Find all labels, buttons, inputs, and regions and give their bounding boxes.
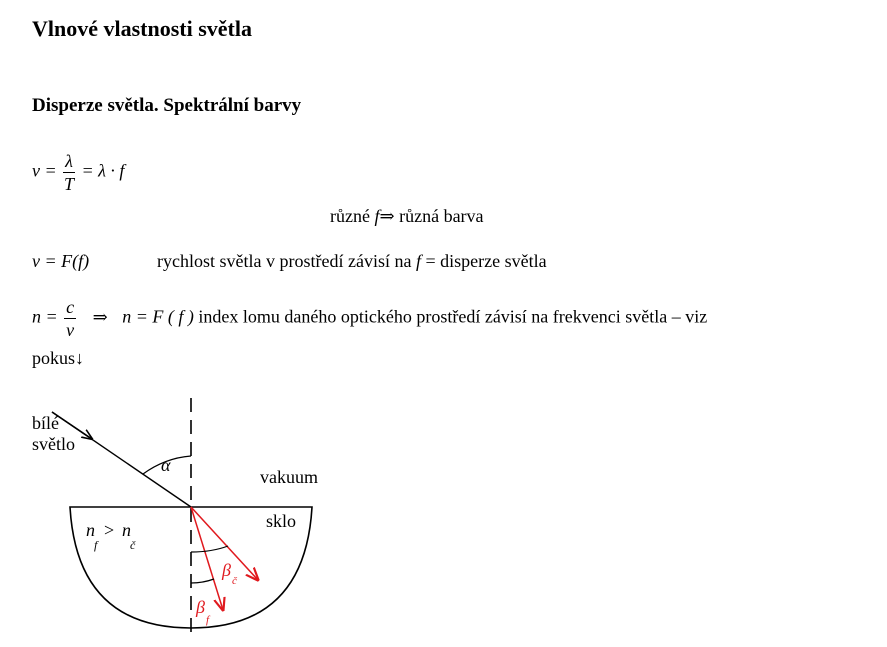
label-n-f-sub: f <box>94 538 98 552</box>
label-white-light-2: světlo <box>32 434 75 454</box>
note-text-a: různé <box>330 206 370 226</box>
label-beta-f-sub: f <box>206 614 210 626</box>
eq3-denominator: v <box>66 320 75 340</box>
label-white-light-1: bílé <box>32 413 59 433</box>
eq3-numerator: c <box>66 297 75 317</box>
label-n-f: n <box>86 520 95 540</box>
dispersion-description <box>157 251 547 272</box>
label-n-c-sub: č <box>130 538 136 552</box>
beta-f-arc <box>191 579 214 583</box>
eq1-denominator: T <box>64 174 75 194</box>
eq1-rhs: = λ · f <box>81 160 125 181</box>
frequency-color-note <box>330 206 484 227</box>
label-alpha: α <box>161 455 171 475</box>
section-title: Disperze světla. Spektrální barvy <box>32 95 302 116</box>
dispersion-diagram <box>0 390 887 647</box>
eq3-formula: n = F ( f ) <box>122 306 194 327</box>
page-title: Vlnové vlastnosti světla <box>32 16 252 41</box>
equation-refractive-index <box>32 296 707 341</box>
eq2-text-b: = disperze světla <box>425 251 547 271</box>
label-gt: > <box>104 520 115 540</box>
eq1-numerator: λ <box>65 151 73 171</box>
eq3-arrow: ⇒ <box>92 306 108 327</box>
label-glass: sklo <box>266 511 297 531</box>
label-beta-f: β <box>196 597 205 617</box>
eq3-text: index lomu daného optického prostředí závisí na frekvenci světla – viz <box>198 306 708 327</box>
eq2-text-a: rychlost světla v prostředí závisí na <box>157 251 412 271</box>
note-f: f <box>374 206 380 226</box>
note-arrow: ⇒ <box>379 206 395 226</box>
beta-c-arc <box>191 546 228 552</box>
refracted-ray-f <box>191 507 223 610</box>
label-beta-c: β <box>222 560 231 580</box>
eq1-fraction <box>63 150 75 195</box>
label-vacuum: vakuum <box>260 467 318 487</box>
eq1-lhs: v = <box>32 160 57 181</box>
note-text-b: různá barva <box>399 206 484 226</box>
eq3-lhs: n = <box>32 306 58 327</box>
eq2-f: f <box>415 251 421 271</box>
equation-velocity <box>32 150 124 195</box>
label-n-c: n <box>122 520 131 540</box>
eq3-continuation: pokus↓ <box>32 348 85 368</box>
eq3-fraction <box>64 296 76 341</box>
label-beta-c-sub: č <box>232 575 237 587</box>
equation-dispersion: v = F(f) <box>32 251 90 271</box>
